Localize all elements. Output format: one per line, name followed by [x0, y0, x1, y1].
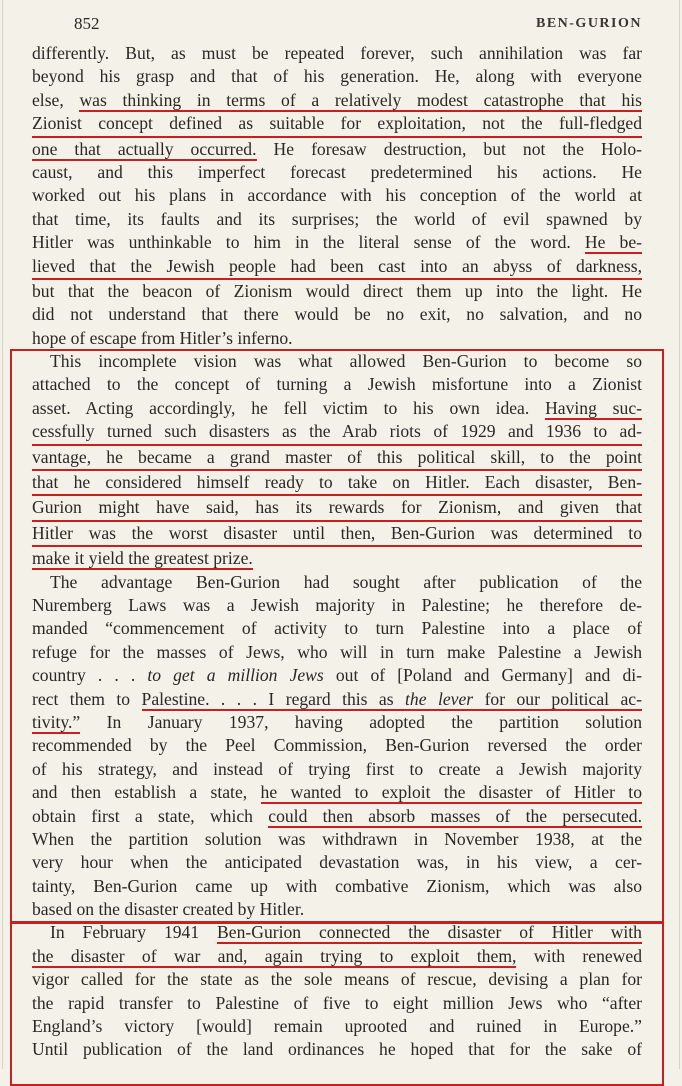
text-line: the disaster of war and, again trying to exploit them, with renewed [32, 945, 642, 966]
text-line: rect them to Palestine. . . . I regard this as the lever for our political ac- [32, 688, 642, 709]
paragraph [32, 571, 642, 922]
text-line: recommended by the Peel Commission, Ben-Gurion reversed the order [32, 735, 642, 756]
text-line: the rapid transfer to Palestine of five to eight million Jews who “after [32, 992, 642, 1013]
text-line: tivity.” In January 1937, having adopted the partition solution [32, 711, 642, 732]
paragraph [32, 42, 642, 350]
text-line: Hitler was the worst disaster until then, Ben-Gurion was determined to [32, 522, 642, 547]
underline-annotation: make it yield the greatest prize. [32, 548, 253, 569]
underline-annotation: Palestine. . . . I regard this as the lever for our political ac- [141, 688, 642, 709]
underline-annotation: Having suc- [545, 397, 642, 418]
underline-annotation: He be- [584, 232, 642, 253]
underline-annotation: tivity.” [32, 711, 81, 732]
text-line [32, 547, 642, 570]
text-line: Hitler was unthinkable to him in the literal sense of the word. He be- [32, 232, 642, 253]
text-line: This incomplete vision was what allowed Ben-Gurion to become so [50, 351, 642, 372]
text-line: attached to the concept of turning a Jewish misfortune into a Zionist [32, 374, 642, 395]
page-header [36, 8, 642, 34]
text-line: refuge for the masses of Jews, who will in turn make Palestine a Jewish [32, 641, 642, 662]
text-line: manded “commencement of activity to turn Palestine into a place of [32, 618, 642, 639]
text-line: of his strategy, and instead of trying first to create a Jewish majority [32, 758, 642, 779]
text-line: lieved that the Jewish people had been cast into an abyss of darkness, [32, 255, 642, 280]
page-number: 852 [74, 14, 100, 33]
text-line: else, was thinking in terms of a relatively modest catastrophe that his [32, 89, 642, 110]
text-line: obtain first a state, which could then absorb masses of the persecuted. [32, 805, 642, 826]
underline-annotation: he wanted to exploit the disaster of Hitler to [260, 782, 642, 803]
text-line: Zionist concept defined as suitable for exploitation, not the full-fledged [32, 112, 642, 137]
paragraph [32, 921, 642, 1061]
underline-annotation: one that actually occurred. [32, 138, 257, 159]
running-head: BEN-GURION [535, 16, 642, 31]
text-line: In February 1941 Ben-Gurion connected the disaster of Hitler with [50, 922, 642, 943]
text-line: caust, and this imperfect forecast predetermined his actions. He [32, 161, 642, 182]
text-line: Gurion might have said, has its rewards for Zionism, and given that [32, 496, 642, 521]
text-line: cessfully turned such disasters as the Arab riots of 1929 and 1936 to ad- [32, 420, 642, 445]
text-line: England’s victory [would] remain uprooted and ruined in Europe.” [32, 1016, 642, 1037]
text-line: but that the beacon of Zionism would direct them up into the light. He [32, 280, 642, 301]
underline-annotation: Ben-Gurion connected the disaster of Hitler with [217, 922, 642, 943]
text-line: When the partition solution was withdrawn in November 1938, at the [32, 828, 642, 849]
text-line: vigor called for the state as the sole means of rescue, devising a plan for [32, 969, 642, 990]
text-line: hope of escape from Hitler’s inferno. [32, 327, 293, 348]
underline-annotation: the disaster of war and, again trying to exploit them, [32, 945, 517, 966]
body-text [32, 42, 642, 1062]
text-line: Until publication of the land ordinances he hoped that for the sake of [32, 1039, 642, 1060]
text-line: based on the disaster created by Hitler. [32, 899, 305, 920]
text-line: country . . . to get a million Jews out of [Poland and Germany] and di- [32, 665, 642, 686]
underline-annotation: was thinking in terms of a relatively modest catastrophe that his [79, 89, 642, 110]
paragraph [32, 350, 642, 571]
text-line: asset. Acting accordingly, he fell victim to his own idea. Having suc- [32, 397, 642, 418]
text-line: The advantage Ben-Gurion had sought after publication of the [50, 571, 642, 592]
text-line: that time, its faults and its surprises; the world of evil spawned by [32, 208, 642, 229]
text-line: tainty, Ben-Gurion came up with combative Zionism, which was also [32, 875, 642, 896]
text-line: Nuremberg Laws was a Jewish majority in Palestine; he therefore de- [32, 594, 642, 615]
text-line: and then establish a state, he wanted to exploit the disaster of Hitler to [32, 782, 642, 803]
text-line: very hour when the anticipated devastation was, in his view, a cer- [32, 852, 642, 873]
underline-annotation: could then absorb masses of the persecuted. [268, 805, 642, 826]
text-line: differently. But, as must be repeated forever, such annihilation was far [32, 43, 642, 63]
text-line: vantage, he became a grand master of this political skill, to the point [32, 446, 642, 471]
text-line: did not understand that there would be no exit, no salvation, and no [32, 304, 642, 325]
text-line: one that actually occurred. He foresaw destruction, but not the Holo- [32, 138, 642, 159]
text-line: beyond his grasp and that of his generation. He, along with everyone [32, 66, 642, 87]
text-line: that he considered himself ready to take on Hitler. Each disaster, Ben- [32, 471, 642, 496]
text-line: worked out his plans in accordance with his conception of the world at [32, 185, 642, 206]
